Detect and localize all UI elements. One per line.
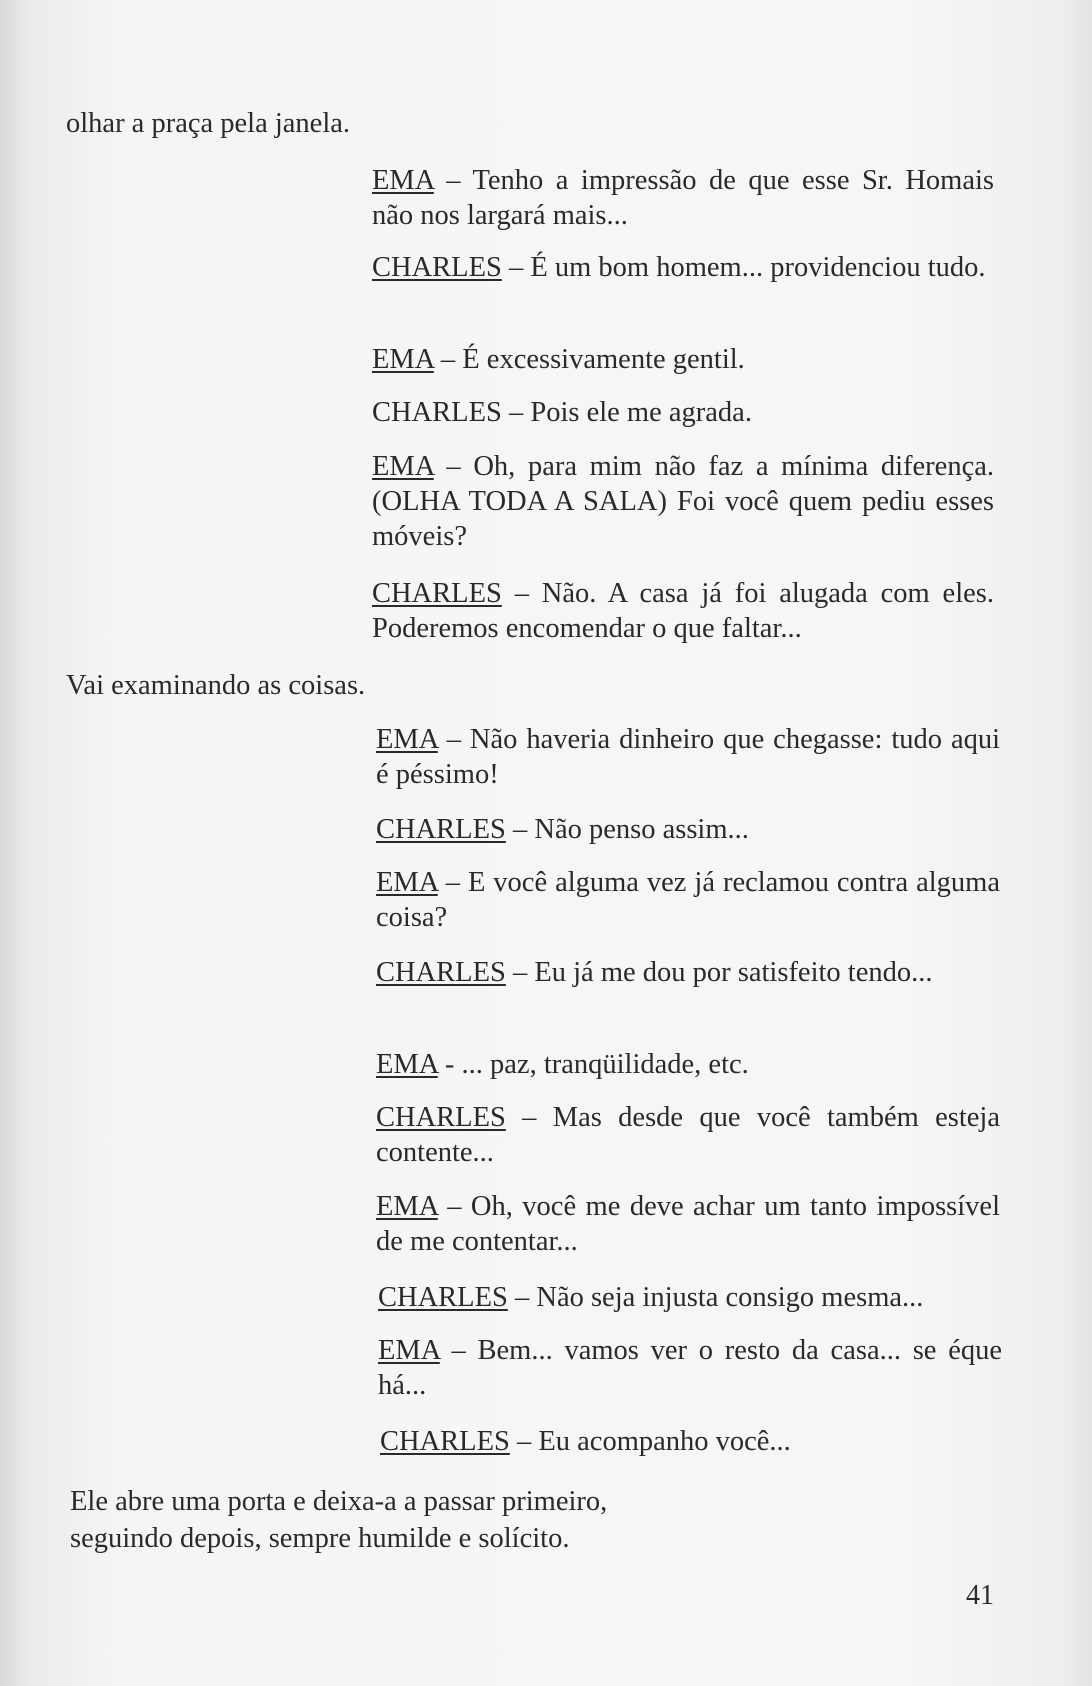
- speaker-name: CHARLES: [376, 1102, 506, 1133]
- stage-direction-top: olhar a praça pela janela.: [66, 108, 351, 139]
- speaker-name: EMA: [376, 1191, 438, 1222]
- speaker-name: EMA: [378, 1335, 440, 1366]
- dialogue-text: Tenho a impressão de que esse Sr. Homais não nos largará mais...: [372, 165, 994, 231]
- speaker-name: EMA: [372, 451, 434, 482]
- dialogue-separator: –: [505, 1102, 553, 1133]
- dialogue-line: [372, 576, 994, 646]
- dialogue-separator: –: [439, 1335, 478, 1366]
- dialogue-line: [372, 163, 994, 233]
- dialogue-separator: –: [505, 814, 535, 845]
- dialogue-text: Não penso assim...: [534, 814, 749, 845]
- dialogue-text: É excessivamente gentil.: [462, 344, 745, 375]
- speaker-name: EMA: [372, 165, 434, 196]
- speaker-name: EMA: [376, 867, 438, 898]
- dialogue-text: É um bom homem... providenciou tudo.: [530, 252, 986, 283]
- dialogue-separator: –: [433, 344, 463, 375]
- speaker-name: EMA: [372, 344, 434, 375]
- dialogue-text: Não. A casa já foi alugada com eles. Poderemos encomendar o que faltar...: [372, 578, 994, 644]
- dialogue-separator: –: [501, 397, 531, 428]
- dialogue-text: E você alguma vez já reclamou contra alguma coisa?: [376, 867, 1000, 933]
- speaker-name: EMA: [376, 1049, 438, 1080]
- dialogue-separator: –: [501, 578, 542, 609]
- speaker-name: CHARLES: [376, 814, 506, 845]
- dialogue-line: [376, 1100, 1000, 1170]
- dialogue-text: Eu acompanho você...: [538, 1426, 791, 1457]
- dialogue-text: ... paz, tranqüilidade, etc.: [461, 1049, 749, 1080]
- speaker-name: CHARLES: [372, 252, 502, 283]
- dialogue-text: Não haveria dinheiro que chegasse: tudo aqui é péssimo!: [376, 724, 1001, 790]
- dialogue-separator: –: [501, 252, 531, 283]
- dialogue-text: Eu já me dou por satisfeito tendo...: [534, 957, 933, 988]
- speaker-name: CHARLES: [372, 578, 502, 609]
- dialogue-separator: -: [437, 1049, 462, 1080]
- dialogue-line: [372, 250, 994, 285]
- dialogue-separator: –: [507, 1282, 537, 1313]
- dialogue-text: Pois ele me agrada.: [530, 397, 752, 428]
- dialogue-separator: –: [437, 1191, 471, 1222]
- dialogue-line: [376, 1189, 1000, 1259]
- dialogue-separator: –: [437, 724, 470, 755]
- dialogue-text: Oh, para mim não faz a mínima diferença. (OLHA TODA A SALA) Foi você quem pediu esses móveis?: [372, 451, 994, 552]
- dialogue-line: [376, 812, 1000, 847]
- dialogue-line: [378, 1333, 1002, 1403]
- speaker-name: CHARLES: [376, 957, 506, 988]
- speaker-name: CHARLES: [378, 1282, 508, 1313]
- dialogue-separator: –: [433, 451, 474, 482]
- speaker-name: EMA: [376, 724, 438, 755]
- dialogue-line: [376, 865, 1000, 935]
- stage-direction-bottom-line-1: Ele abre uma porta e deixa-a a passar primeiro,: [70, 1486, 608, 1517]
- dialogue-line: [376, 1047, 1000, 1082]
- dialogue-separator: –: [437, 867, 468, 898]
- dialogue-text: Mas desde que você também esteja contente...: [376, 1102, 1000, 1168]
- dialogue-line: [372, 342, 994, 377]
- dialogue-line: [376, 722, 1000, 792]
- dialogue-separator: –: [505, 957, 535, 988]
- page-number: 41: [966, 1580, 994, 1611]
- dialogue-line: [372, 395, 994, 430]
- dialogue-text: Não seja injusta consigo mesma...: [536, 1282, 924, 1313]
- speaker-name: CHARLES: [380, 1426, 510, 1457]
- dialogue-separator: –: [509, 1426, 539, 1457]
- dialogue-text: Bem... vamos ver o resto da casa... se éque há...: [378, 1335, 1002, 1401]
- stage-direction-middle: Vai examinando as coisas.: [66, 670, 366, 701]
- speaker-name: CHARLES: [372, 397, 502, 428]
- stage-direction-bottom-line-2: seguindo depois, sempre humilde e solícito.: [70, 1523, 570, 1554]
- dialogue-line: [376, 955, 1000, 990]
- dialogue-line: [378, 1280, 1002, 1315]
- dialogue-text: Oh, você me deve achar um tanto impossível de me contentar...: [376, 1191, 1000, 1257]
- dialogue-line: [372, 449, 994, 554]
- dialogue-line: [380, 1424, 1004, 1459]
- dialogue-separator: –: [433, 165, 473, 196]
